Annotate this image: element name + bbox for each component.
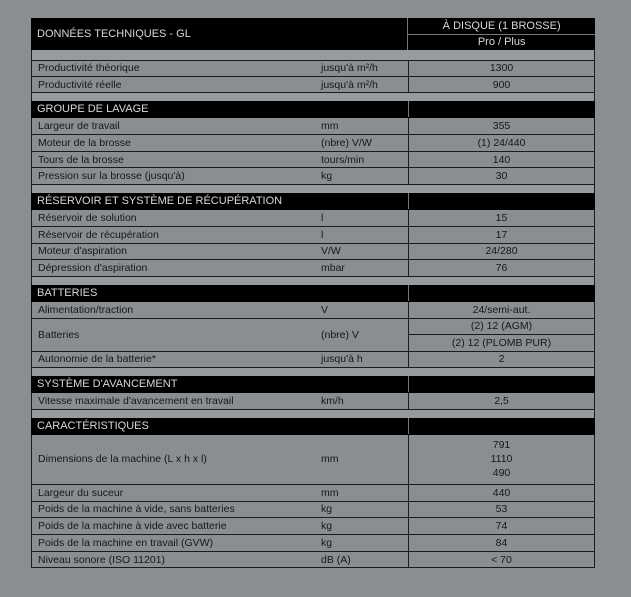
row-unit: mm (321, 486, 339, 499)
row-unit: kg (321, 520, 333, 533)
row-label: Productivité réelle (31, 77, 315, 93)
row-label: Réservoir de récupération (31, 227, 315, 243)
row-unit: l (321, 211, 324, 224)
row-value-cell (408, 435, 595, 484)
row-label: Tours de la brosse (31, 152, 315, 168)
row-value-cell (408, 168, 595, 184)
table-row (31, 210, 595, 227)
table-title: DONNÉES TECHNIQUES - GL (37, 28, 191, 40)
row-value: 2,5 (494, 395, 509, 408)
table-row (31, 77, 595, 94)
row-label: Dépression d'aspiration (31, 260, 315, 276)
row-value-cell (408, 135, 595, 151)
row-label: Réservoir de solution (31, 210, 315, 226)
table-row (31, 552, 595, 569)
row-value-cell (408, 61, 595, 76)
section-value-cell (408, 285, 595, 301)
row-label: Pression sur la brosse (jusqu'à) (31, 168, 315, 184)
row-value-cell (408, 118, 595, 134)
row-value-cell (408, 152, 595, 168)
table-row (31, 244, 595, 261)
row-label: Moteur d'aspiration (31, 244, 315, 260)
row-value-cell (408, 260, 595, 276)
row-value-cell (408, 244, 595, 260)
row-unit: dB (A) (321, 553, 351, 566)
row-value-cell (408, 210, 595, 226)
table-row (31, 435, 595, 485)
column-subtitle: Pro / Plus (477, 36, 526, 49)
table-row (31, 227, 595, 244)
row-value: 140 (492, 153, 511, 166)
row-unit: km/h (321, 395, 344, 408)
row-value: 24/280 (485, 245, 518, 258)
row-value-cell (408, 485, 595, 501)
row-unit: V/W (321, 245, 341, 258)
row-value: 30 (495, 170, 508, 183)
row-unit: (nbre) V (321, 328, 359, 341)
row-value: 1300 (489, 62, 514, 75)
row-unit: tours/min (321, 153, 365, 166)
table-row (31, 502, 595, 519)
row-label: Largeur du suceur (31, 485, 315, 501)
row-label: Autonomie de la batterie* (31, 352, 315, 368)
column-title: À DISQUE (1 BROSSE) (408, 18, 595, 35)
row-value-cell (408, 227, 595, 243)
row-value-cell (408, 352, 595, 368)
row-unit: jusqu'à m²/h (321, 78, 378, 91)
row-value: 76 (495, 262, 508, 275)
table-row (31, 352, 595, 369)
row-unit: jusqu'à h (321, 353, 363, 366)
spacer-row (31, 93, 595, 101)
row-value: (1) 24/440 (477, 136, 526, 149)
row-value: 84 (495, 536, 508, 549)
row-value: 17 (495, 228, 508, 241)
row-value-cell (408, 502, 595, 518)
row-value: 1110 (490, 453, 513, 466)
row-label: Poids de la machine à vide, sans batteries (31, 502, 315, 518)
table-row (31, 302, 595, 319)
row-label: Niveau sonore (ISO 11201) (31, 552, 315, 568)
section-header (31, 101, 595, 118)
section-value-cell (408, 376, 595, 392)
row-value-cell (408, 518, 595, 534)
row-unit: mm (321, 120, 339, 133)
section-header (31, 193, 595, 210)
row-label: Batteries (31, 319, 315, 351)
table-row (31, 518, 595, 535)
table-row (31, 535, 595, 552)
section-value-cell (408, 418, 595, 434)
row-value: 15 (495, 211, 508, 224)
column-header (407, 18, 595, 50)
row-label: Moteur de la brosse (31, 135, 315, 151)
row-value: (2) 12 (AGM) (470, 320, 533, 333)
table-row (31, 393, 595, 410)
row-value-cell (408, 77, 595, 93)
table-row (31, 60, 595, 77)
row-label: Alimentation/traction (31, 302, 315, 318)
row-label: Poids de la machine à vide avec batterie (31, 518, 315, 534)
row-value: 900 (492, 78, 511, 91)
row-unit: V (321, 303, 329, 316)
row-value: 490 (492, 467, 511, 480)
section-header (31, 376, 595, 393)
row-value: (2) 12 (PLOMB PUR) (409, 334, 594, 351)
section-header (31, 418, 595, 435)
row-value-cell (408, 393, 595, 409)
row-label: Dimensions de la machine (L x h x l) (31, 435, 315, 484)
row-value: 440 (492, 486, 511, 499)
section-value-cell (408, 193, 595, 209)
section-title: CARACTÉRISTIQUES (37, 419, 149, 432)
row-value: < 70 (491, 553, 512, 566)
row-value: 355 (492, 120, 511, 133)
row-value: 53 (495, 503, 508, 516)
row-value-cell (408, 319, 595, 351)
table-row (31, 168, 595, 185)
row-value-cell (408, 302, 595, 318)
row-unit: (nbre) V/W (321, 136, 372, 149)
row-value-cell (408, 535, 595, 551)
spacer-row (31, 50, 595, 60)
table-row (31, 135, 595, 152)
row-unit: kg (321, 536, 333, 549)
row-unit: jusqu'à m²/h (321, 62, 378, 75)
row-label: Poids de la machine en travail (GVW) (31, 535, 315, 551)
row-unit: mbar (321, 262, 345, 275)
row-value: 24/semi-aut. (472, 303, 531, 316)
row-unit: mm (321, 453, 339, 466)
row-value-cell (408, 552, 595, 568)
section-title: GROUPE DE LAVAGE (37, 103, 149, 116)
spacer-row (31, 277, 595, 285)
table-row (31, 485, 595, 502)
spacer-row (31, 185, 595, 193)
row-label: Largeur de travail (31, 118, 315, 134)
section-title: RÉSERVOIR ET SYSTÈME DE RÉCUPÉRATION (37, 195, 283, 208)
row-unit: kg (321, 170, 333, 183)
table-row (31, 260, 595, 277)
row-unit: l (321, 228, 324, 241)
section-title: BATTERIES (37, 286, 98, 299)
row-unit: kg (321, 503, 333, 516)
spacer-row (31, 410, 595, 418)
table-row (31, 319, 595, 352)
section-header (31, 285, 595, 302)
spacer-row (31, 368, 595, 376)
row-label: Productivité théorique (31, 61, 315, 76)
row-value: 791 (492, 439, 511, 452)
section-title: SYSTÈME D'AVANCEMENT (37, 378, 178, 391)
table-header (31, 18, 595, 50)
table-row (31, 152, 595, 169)
row-value: 2 (498, 353, 505, 366)
section-value-cell (408, 101, 595, 117)
row-label: Vitesse maximale d'avancement en travail (31, 393, 315, 409)
row-value: 74 (495, 520, 508, 533)
spec-table (31, 18, 595, 568)
table-row (31, 118, 595, 135)
